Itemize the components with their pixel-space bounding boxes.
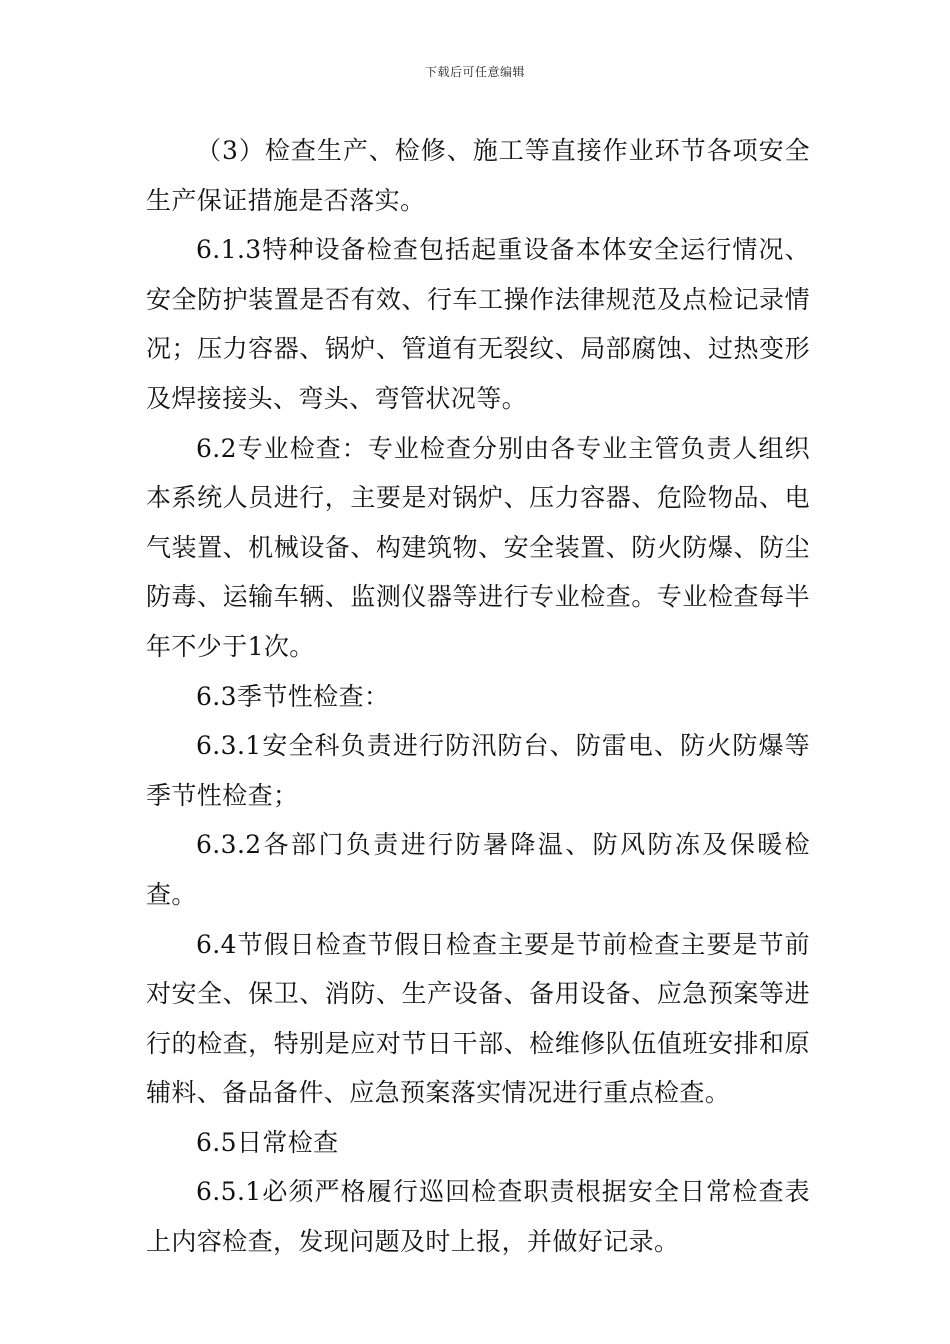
paragraph-6-5-1: 6.5.1必须严格履行巡回检查职责根据安全日常检查表上内容检查，发现问题及时上报，并做好记录。 xyxy=(146,1177,810,1257)
paragraph-6-3-1: 6.3.1安全科负责进行防汛防台、防雷电、防火防爆等季节性检查； xyxy=(146,731,810,810)
paragraph-6-4: 6.4节假日检查节假日检查主要是节前检查主要是节前对安全、保卫、消防、生产设备、备用设备、应急预案等进行的检查，特别是应对节日干部、检维修队伍值班安排和原辅料、备品备件、应急预案落实情况进行重点检查。 xyxy=(146,929,810,1108)
paragraph-item-3: （3）检查生产、检修、施工等直接作业环节各项安全生产保证措施是否落实。 xyxy=(146,136,810,215)
paragraph-6-2: 6.2专业检查：专业检查分别由各专业主管负责人组织本系统人员进行，主要是对锅炉、压力容器、危险物品、电气装置、机械设备、构建筑物、安全装置、防火防爆、防尘防毒、运输车辆、监测仪器等进行专业检查。专业检查每半年不少于1次。 xyxy=(146,433,810,661)
paragraph-6-5: 6.5日常检查 xyxy=(196,1127,339,1157)
document-body xyxy=(146,126,810,1267)
page-header: 下载后可任意编辑 xyxy=(424,65,525,79)
paragraph-6-3-2: 6.3.2各部门负责进行防暑降温、防风防冻及保暖检查。 xyxy=(146,830,810,909)
paragraph-6-3: 6.3季节性检查： xyxy=(196,681,390,711)
paragraph-6-1-3: 6.1.3特种设备检查包括起重设备本体安全运行情况、安全防护装置是否有效、行车工操作法律规范及点检记录情况；压力容器、锅炉、管道有无裂纹、局部腐蚀、过热变形及焊接接头、弯头、弯管状况等。 xyxy=(146,235,810,413)
